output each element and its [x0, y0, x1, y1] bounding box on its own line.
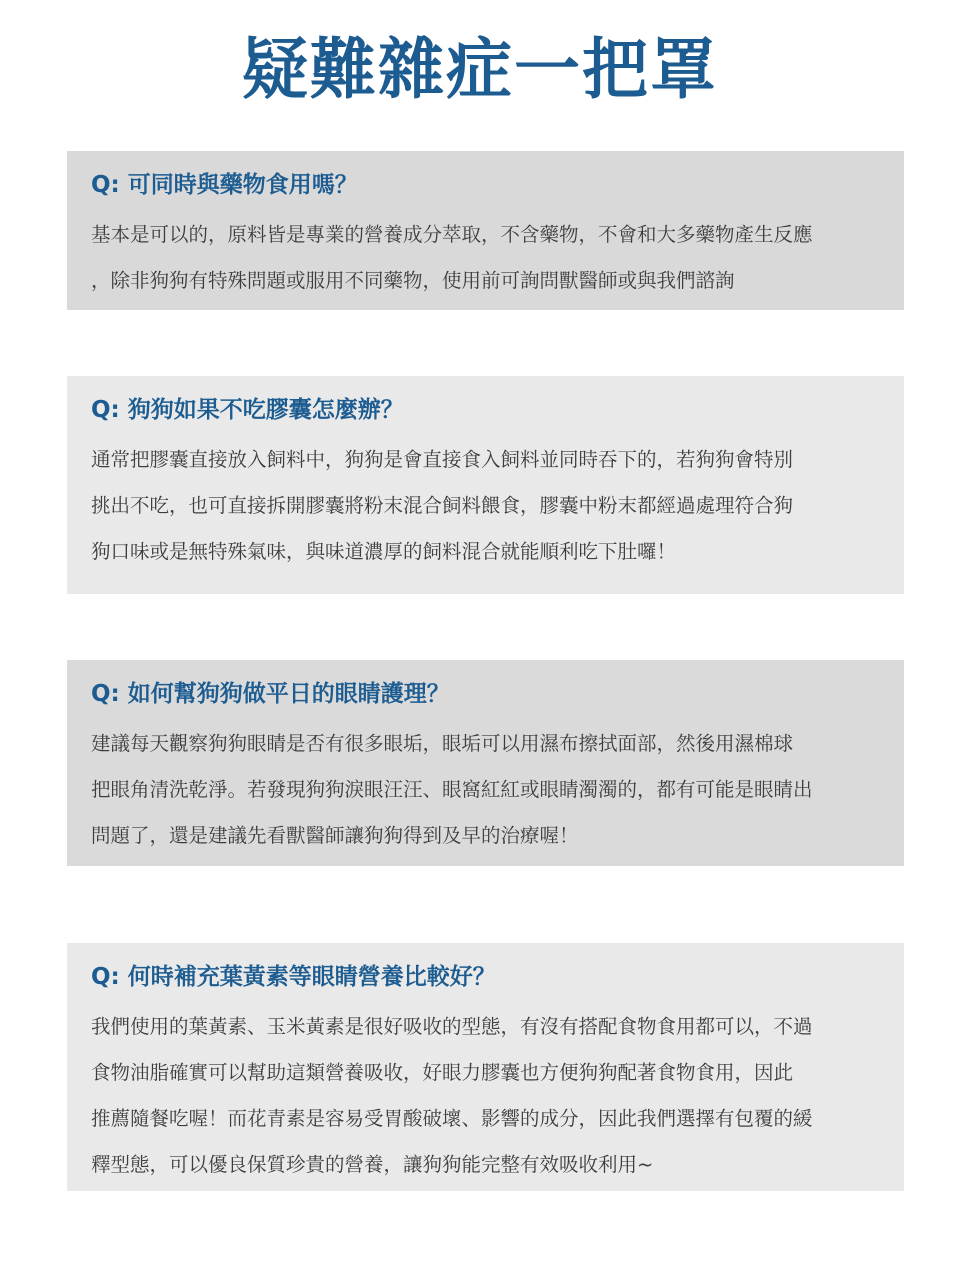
faq-answer-line: 建議每天觀察狗狗眼睛是否有很多眼垢，眼垢可以用濕布擦拭面部，然後用濕棉球 [91, 732, 794, 755]
faq-card [67, 376, 904, 594]
faq-question: Q: 狗狗如果不吃膠囊怎麼辦？ [91, 397, 404, 423]
faq-answer-line: 釋型態，可以優良保質珍貴的營養，讓狗狗能完整有效吸收利用~ [91, 1153, 654, 1176]
faq-card [67, 943, 904, 1191]
faq-question: Q: 何時補充葉黃素等眼睛營養比較好？ [91, 964, 496, 990]
faq-answer-line: 基本是可以的，原料皆是專業的營養成分萃取，不含藥物，不會和大多藥物產生反應 [91, 223, 813, 246]
faq-answer [91, 437, 882, 575]
faq-answer-line: ，除非狗狗有特殊問題或服用不同藥物，使用前可詢問獸醫師或與我們諮詢 [91, 269, 735, 292]
faq-answer [91, 212, 882, 304]
faq-answer-line: 我們使用的葉黃素、玉米黃素是很好吸收的型態，有沒有搭配食物食用都可以，不過 [91, 1015, 813, 1038]
faq-answer-line: 通常把膠囊直接放入飼料中，狗狗是會直接食入飼料並同時吞下的，若狗狗會特別 [91, 448, 794, 471]
faq-answer-line: 把眼角清洗乾淨。若發現狗狗淚眼汪汪、眼窩紅紅或眼睛濁濁的，都有可能是眼睛出 [91, 778, 813, 801]
faq-answer [91, 721, 882, 859]
faq-answer-line: 問題了，還是建議先看獸醫師讓狗狗得到及早的治療喔！ [91, 824, 579, 847]
faq-answer-line: 食物油脂確實可以幫助這類營養吸收，好眼力膠囊也方便狗狗配著食物食用，因此 [91, 1061, 794, 1084]
faq-question: Q: 可同時與藥物食用嗎？ [91, 172, 358, 198]
page-title: 疑難雜症一把罩 [242, 31, 718, 108]
faq-answer-line: 狗口味或是無特殊氣味，與味道濃厚的飼料混合就能順利吃下肚囉！ [91, 540, 677, 563]
faq-answer-line: 推薦隨餐吃喔！而花青素是容易受胃酸破壞、影響的成分，因此我們選擇有包覆的緩 [91, 1107, 813, 1130]
faq-card [67, 660, 904, 866]
faq-answer-line: 挑出不吃，也可直接拆開膠囊將粉末混合飼料餵食，膠囊中粉末都經過處理符合狗 [91, 494, 794, 517]
faq-question: Q: 如何幫狗狗做平日的眼睛護理？ [91, 681, 450, 707]
faq-card [67, 151, 904, 310]
faq-answer [91, 1004, 882, 1188]
